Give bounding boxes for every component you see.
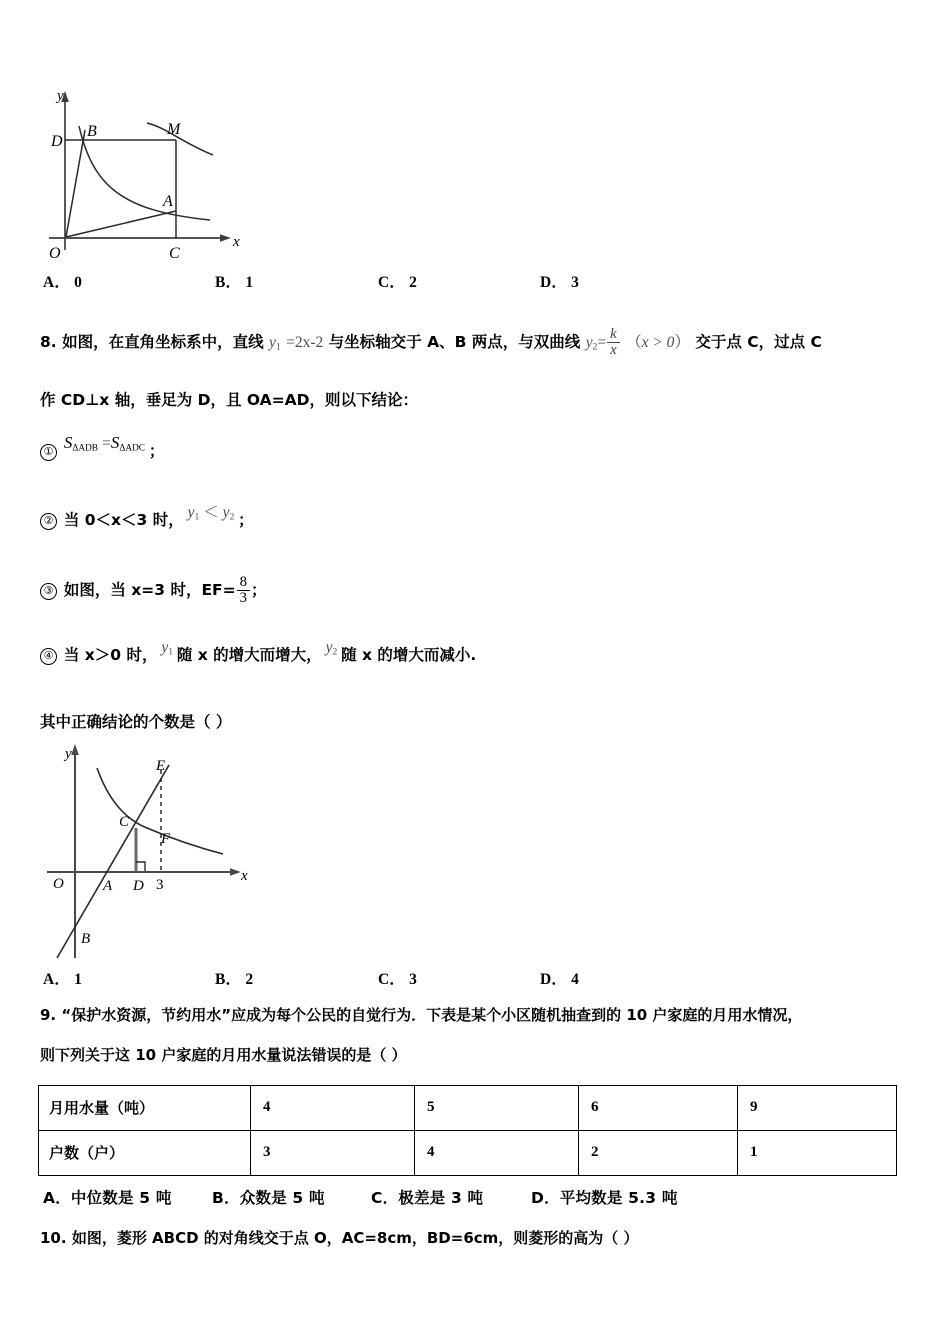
q8-item-4-y1-sym: y bbox=[161, 638, 169, 656]
q8-option-c-value: 3 bbox=[409, 970, 418, 988]
q8-item-2-y1: y bbox=[187, 504, 195, 522]
figure1-label-A: A bbox=[163, 193, 173, 210]
q8-eq1-sub: 1 bbox=[275, 341, 281, 353]
q8-item-4-y2-sym: y bbox=[325, 638, 333, 656]
q8-item-3-fraction bbox=[237, 575, 250, 606]
figure1-label-B: B bbox=[87, 123, 97, 140]
q8-item-4-text-a: 当 x＞0 时， bbox=[63, 645, 158, 664]
figure1-label-x-axis: x bbox=[233, 234, 240, 250]
figure2-label-D: D bbox=[133, 877, 144, 894]
figure-2-svg bbox=[35, 740, 285, 965]
q7-option-a-key: A． bbox=[43, 274, 71, 291]
figure2-label-x-axis: x bbox=[241, 867, 248, 884]
q8-option-b-value: 2 bbox=[245, 970, 254, 988]
q8-number: 8. bbox=[40, 333, 57, 351]
q9-line1-text: “保护水资源，节约用水”应成为每个公民的自觉行为．下表是某个小区随机抽查到的 10 户家庭的月用水情况， bbox=[61, 1005, 803, 1024]
table-row-label-usage: 月用水量（吨） bbox=[39, 1085, 251, 1130]
figure1-label-D: D bbox=[51, 133, 63, 150]
q7-option-c-key: C． bbox=[378, 274, 406, 291]
q8-item-1-s2sub: ΔADC bbox=[119, 443, 145, 454]
q8-item-3 bbox=[0, 569, 950, 612]
q8-item-2-expr bbox=[188, 492, 235, 539]
q8-option-a-value: 1 bbox=[74, 970, 83, 988]
monthly-water-usage-table bbox=[38, 1085, 897, 1176]
q8-item-4 bbox=[0, 634, 950, 682]
q8-item-1-s1sub: ΔADB bbox=[72, 443, 98, 454]
q7-option-b-value: 1 bbox=[245, 274, 254, 291]
q7-option-c[interactable] bbox=[378, 268, 417, 298]
q8-stem-text-1: 如图，在直角坐标系中，直线 bbox=[62, 333, 264, 351]
q8-option-a-key: A． bbox=[43, 970, 71, 988]
q8-stem-line2: 作 CD⊥x 轴，垂足为 D，且 OA=AD，则以下结论： bbox=[40, 390, 418, 409]
table-cell-households-0: 3 bbox=[251, 1130, 415, 1175]
figure2-label-tick-3: 3 bbox=[156, 876, 164, 893]
q8-item-2-relation: ＜ bbox=[203, 504, 219, 522]
q8-item-3-marker: ③ bbox=[40, 583, 57, 600]
table-cell-households-3: 1 bbox=[738, 1130, 897, 1175]
q8-item-1-expr bbox=[64, 422, 145, 470]
q9-option-b[interactable]: B．众数是 5 吨 bbox=[212, 1188, 325, 1207]
q9-options-row bbox=[0, 1180, 950, 1216]
q8-item-1-s2: S bbox=[110, 432, 120, 452]
q8-eq2-sub: 2 bbox=[592, 341, 598, 353]
q9-stem-line1 bbox=[0, 995, 950, 1035]
figure1-label-M: M bbox=[167, 121, 181, 138]
q9-option-a[interactable]: A．中位数是 5 吨 bbox=[43, 1188, 172, 1207]
q8-item-3-denominator: 3 bbox=[237, 590, 250, 606]
q8-item-2-y2: y bbox=[222, 504, 230, 522]
figure1-label-y-axis: y bbox=[57, 88, 64, 104]
q8-item-2-text: 当 0＜x＜3 时， bbox=[63, 511, 184, 530]
figure1-label-O: O bbox=[49, 245, 61, 262]
figure-line-hyperbola bbox=[0, 740, 950, 965]
q8-option-d[interactable] bbox=[540, 965, 579, 995]
q8-item-2-tail: ； bbox=[238, 511, 254, 530]
q8-option-b[interactable] bbox=[215, 965, 253, 995]
q8-eq2-paren-open: （ bbox=[626, 334, 642, 351]
q8-stem-text-3: 交于点 C，过点 C bbox=[695, 333, 822, 351]
q7-option-d-key: D． bbox=[540, 274, 568, 291]
q8-stem-line1 bbox=[0, 320, 950, 370]
q8-item-1 bbox=[0, 430, 950, 478]
q8-eq2 bbox=[585, 325, 621, 358]
table-row-usage bbox=[39, 1085, 897, 1130]
q8-option-c[interactable] bbox=[378, 965, 417, 995]
q8-item-1-tail: ； bbox=[148, 441, 165, 460]
q8-item-3-tail: ； bbox=[250, 580, 267, 599]
q8-item-4-text-c: 随 x 的增大而减小. bbox=[341, 645, 477, 664]
q7-option-b[interactable] bbox=[215, 268, 253, 298]
figure2-label-F: F bbox=[161, 830, 171, 847]
q8-item-4-y1-sub: 1 bbox=[168, 646, 174, 658]
q8-item-2-marker: ② bbox=[40, 513, 57, 530]
q8-item-1-marker: ① bbox=[40, 444, 57, 461]
q10-stem bbox=[0, 1216, 950, 1260]
q8-eq1-rhs: =2x‑2 bbox=[286, 334, 324, 351]
q8-option-d-key: D． bbox=[540, 970, 568, 988]
q8-option-c-key: C． bbox=[378, 970, 406, 988]
q8-item-2 bbox=[0, 499, 950, 547]
figure-1-svg bbox=[35, 78, 265, 263]
figure2-label-O: O bbox=[53, 875, 64, 892]
q8-eq2-numerator: k bbox=[610, 325, 617, 342]
table-cell-usage-3: 9 bbox=[738, 1085, 897, 1130]
q7-option-b-key: B． bbox=[215, 274, 242, 291]
q7-option-d-value: 3 bbox=[571, 274, 580, 291]
q8-item-4-text-b: 随 x 的增大而增大， bbox=[176, 645, 322, 664]
q8-option-a[interactable] bbox=[43, 965, 82, 995]
q8-eq2-denominator: x bbox=[607, 342, 620, 358]
q7-option-a-value: 0 bbox=[74, 274, 83, 291]
figure1-label-C: C bbox=[169, 245, 180, 262]
q7-option-a[interactable] bbox=[43, 268, 82, 298]
q8-item-4-y2-sub: 2 bbox=[332, 646, 338, 658]
q8-item-1-s1: S bbox=[63, 432, 73, 452]
table-cell-usage-0: 4 bbox=[251, 1085, 415, 1130]
q8-eq2-y: y bbox=[585, 334, 593, 351]
table-row-households bbox=[39, 1130, 897, 1175]
q8-closing-question: 其中正确结论的个数是（ ） bbox=[40, 712, 232, 731]
q8-item-4-y1 bbox=[161, 627, 173, 674]
table-cell-usage-2: 6 bbox=[579, 1085, 738, 1130]
table-cell-households-2: 2 bbox=[579, 1130, 738, 1175]
q10-text: 如图，菱形 ABCD 的对角线交于点 O，AC=8cm，BD=6cm，则菱形的高为（ ） bbox=[71, 1228, 639, 1247]
table-row-label-households: 户数（户） bbox=[39, 1130, 251, 1175]
figure2-label-C: C bbox=[119, 813, 130, 830]
q8-item-3-numerator: 8 bbox=[239, 573, 247, 590]
q8-item-4-y2 bbox=[326, 627, 338, 674]
q9-stem-line2: 则下列关于这 10 户家庭的月用水量说法错误的是（ ） bbox=[40, 1045, 407, 1064]
q8-stem-text-2: 与坐标轴交于 A、B 两点，与双曲线 bbox=[328, 333, 581, 351]
q9-option-c[interactable]: C．极差是 3 吨 bbox=[371, 1188, 484, 1207]
q10-number: 10. bbox=[40, 1228, 67, 1247]
q8-option-d-value: 4 bbox=[571, 970, 580, 988]
q7-option-c-value: 2 bbox=[409, 274, 418, 291]
q7-option-d[interactable] bbox=[540, 268, 579, 298]
q8-item-3-text: 如图，当 x=3 时，EF= bbox=[63, 580, 236, 599]
figure2-label-B: B bbox=[81, 930, 91, 947]
q8-eq2-fraction bbox=[607, 327, 620, 358]
q8-item-2-y2sub: 2 bbox=[229, 511, 235, 523]
q7-options-row bbox=[0, 268, 950, 298]
q8-item-2-y1sub: 1 bbox=[194, 511, 200, 523]
q8-eq2-equals: = bbox=[597, 334, 607, 351]
figure-hyperbola-rectangle bbox=[0, 0, 950, 268]
q8-item-4-marker: ④ bbox=[40, 648, 57, 665]
q8-eq2-paren-close: ） bbox=[674, 334, 690, 351]
q9-number: 9. bbox=[40, 1005, 57, 1024]
q8-item-1-equals: = bbox=[101, 434, 111, 452]
table-cell-usage-1: 5 bbox=[415, 1085, 579, 1130]
figure2-label-E: E bbox=[156, 757, 166, 774]
q8-option-b-key: B． bbox=[215, 970, 242, 988]
table-cell-households-1: 4 bbox=[415, 1130, 579, 1175]
q8-options-row bbox=[0, 965, 950, 995]
q8-eq1 bbox=[269, 334, 281, 351]
figure2-label-A: A bbox=[103, 877, 113, 894]
q8-eq2-domain: x > 0 bbox=[641, 334, 675, 351]
figure2-label-y-axis: y bbox=[65, 745, 72, 762]
q8-eq1-y: y bbox=[269, 334, 276, 351]
q9-option-d[interactable]: D．平均数是 5.3 吨 bbox=[531, 1188, 678, 1207]
